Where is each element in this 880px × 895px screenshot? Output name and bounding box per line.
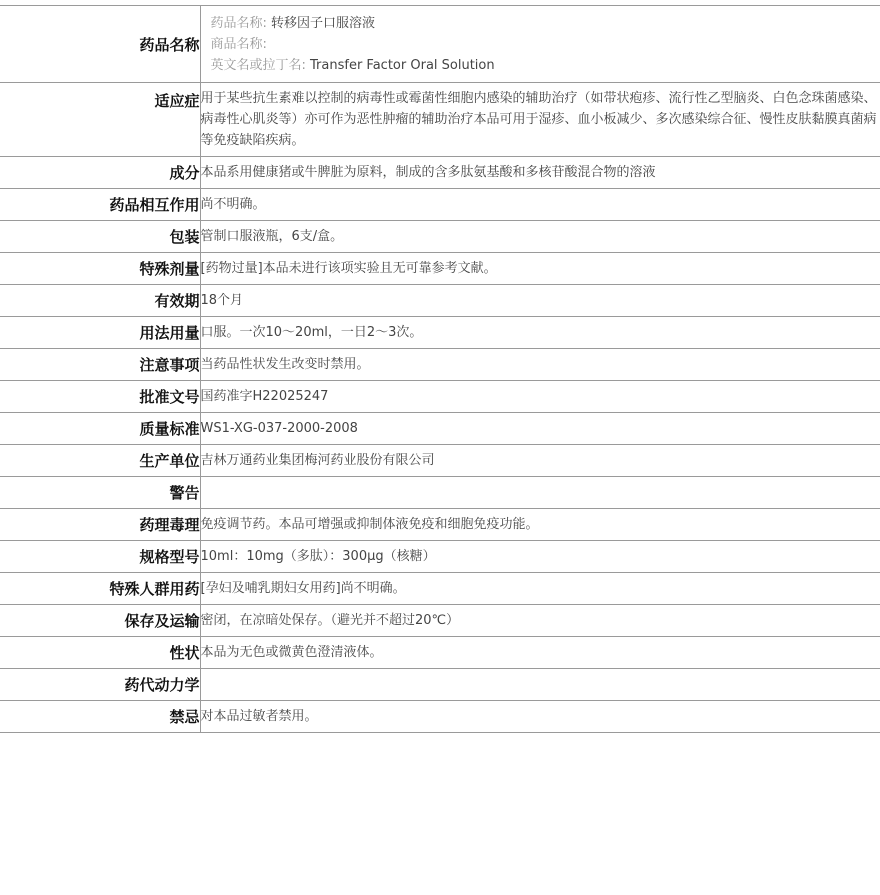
row-label: 有效期 [0, 285, 200, 317]
drug-spec-table [0, 5, 880, 733]
row-label: 药理毒理 [0, 509, 200, 541]
special-groups-value: [孕妇及哺乳期妇女用药]尚不明确。 [200, 573, 880, 605]
standard-value: WS1-XG-037-2000-2008 [200, 413, 880, 445]
generic-name-value: 转移因子口服溶液 [271, 16, 375, 31]
appearance-value: 本品为无色或微黄色澄清液体。 [200, 637, 880, 669]
row-appearance [0, 637, 880, 669]
row-label: 药品名称 [0, 6, 200, 83]
row-package [0, 221, 880, 253]
precautions-value: 当药品性状发生改变时禁用。 [200, 349, 880, 381]
special-dose-value: [药物过量]本品未进行该项实验且无可靠参考文献。 [200, 253, 880, 285]
row-manufacturer [0, 445, 880, 477]
row-special-groups [0, 573, 880, 605]
row-label: 适应症 [0, 83, 200, 157]
row-pharmacokinetics [0, 669, 880, 701]
row-label: 禁忌 [0, 701, 200, 733]
storage-value: 密闭，在凉暗处保存。（避光并不超过20℃） [200, 605, 880, 637]
row-label: 保存及运输 [0, 605, 200, 637]
generic-name-line [211, 13, 880, 34]
row-label: 特殊人群用药 [0, 573, 200, 605]
row-drug-name [0, 6, 880, 83]
row-label: 质量标准 [0, 413, 200, 445]
row-label: 成分 [0, 157, 200, 189]
trade-name-line [211, 34, 880, 55]
specification-value: 10ml：10mg（多肽）：300μg（核糖） [200, 541, 880, 573]
pharmacokinetics-value [200, 669, 880, 701]
row-label: 特殊剂量 [0, 253, 200, 285]
row-indications [0, 83, 880, 157]
row-special-dose [0, 253, 880, 285]
english-name-value: Transfer Factor Oral Solution [310, 58, 495, 73]
row-label: 注意事项 [0, 349, 200, 381]
row-precautions [0, 349, 880, 381]
row-label: 用法用量 [0, 317, 200, 349]
package-value: 管制口服液瓶，6支/盒。 [200, 221, 880, 253]
english-name-line [211, 55, 880, 76]
contraindications-value: 对本品过敏者禁用。 [200, 701, 880, 733]
row-label: 生产单位 [0, 445, 200, 477]
generic-name-label: 药品名称: [211, 16, 267, 31]
row-warning [0, 477, 880, 509]
row-interactions [0, 189, 880, 221]
row-pharmacology [0, 509, 880, 541]
row-approval [0, 381, 880, 413]
drug-name-cell [200, 6, 880, 83]
row-specification [0, 541, 880, 573]
interactions-value: 尚不明确。 [200, 189, 880, 221]
row-label: 规格型号 [0, 541, 200, 573]
row-shelf-life [0, 285, 880, 317]
indications-value: 用于某些抗生素难以控制的病毒性或霉菌性细胞内感染的辅助治疗（如带状疱疹、流行性乙型脑炎、白色念珠菌感染、病毒性心肌炎等）亦可作为恶性肿瘤的辅助治疗本品可用于湿疹、血小板减少、多次感染综合征、慢性皮肤黏膜真菌病等免疫缺陷疾病。 [200, 83, 880, 157]
manufacturer-value: 吉林万通药业集团梅河药业股份有限公司 [200, 445, 880, 477]
row-dosage [0, 317, 880, 349]
row-storage [0, 605, 880, 637]
warning-value [200, 477, 880, 509]
row-contraindications [0, 701, 880, 733]
row-standard [0, 413, 880, 445]
approval-value: 国药准字H22025247 [200, 381, 880, 413]
row-label: 警告 [0, 477, 200, 509]
row-label: 性状 [0, 637, 200, 669]
shelf-life-value: 18个月 [200, 285, 880, 317]
drug-spec-sheet [0, 5, 880, 733]
ingredients-value: 本品系用健康猪或牛脾脏为原料，制成的含多肽氨基酸和多核苷酸混合物的溶液 [200, 157, 880, 189]
row-label: 批准文号 [0, 381, 200, 413]
dosage-value: 口服。一次10～20ml，一日2～3次。 [200, 317, 880, 349]
trade-name-label: 商品名称: [211, 37, 267, 52]
row-label: 药代动力学 [0, 669, 200, 701]
pharmacology-value: 免疫调节药。本品可增强或抑制体液免疫和细胞免疫功能。 [200, 509, 880, 541]
row-label: 药品相互作用 [0, 189, 200, 221]
row-ingredients [0, 157, 880, 189]
row-label: 包装 [0, 221, 200, 253]
english-name-label: 英文名或拉丁名: [211, 58, 306, 73]
